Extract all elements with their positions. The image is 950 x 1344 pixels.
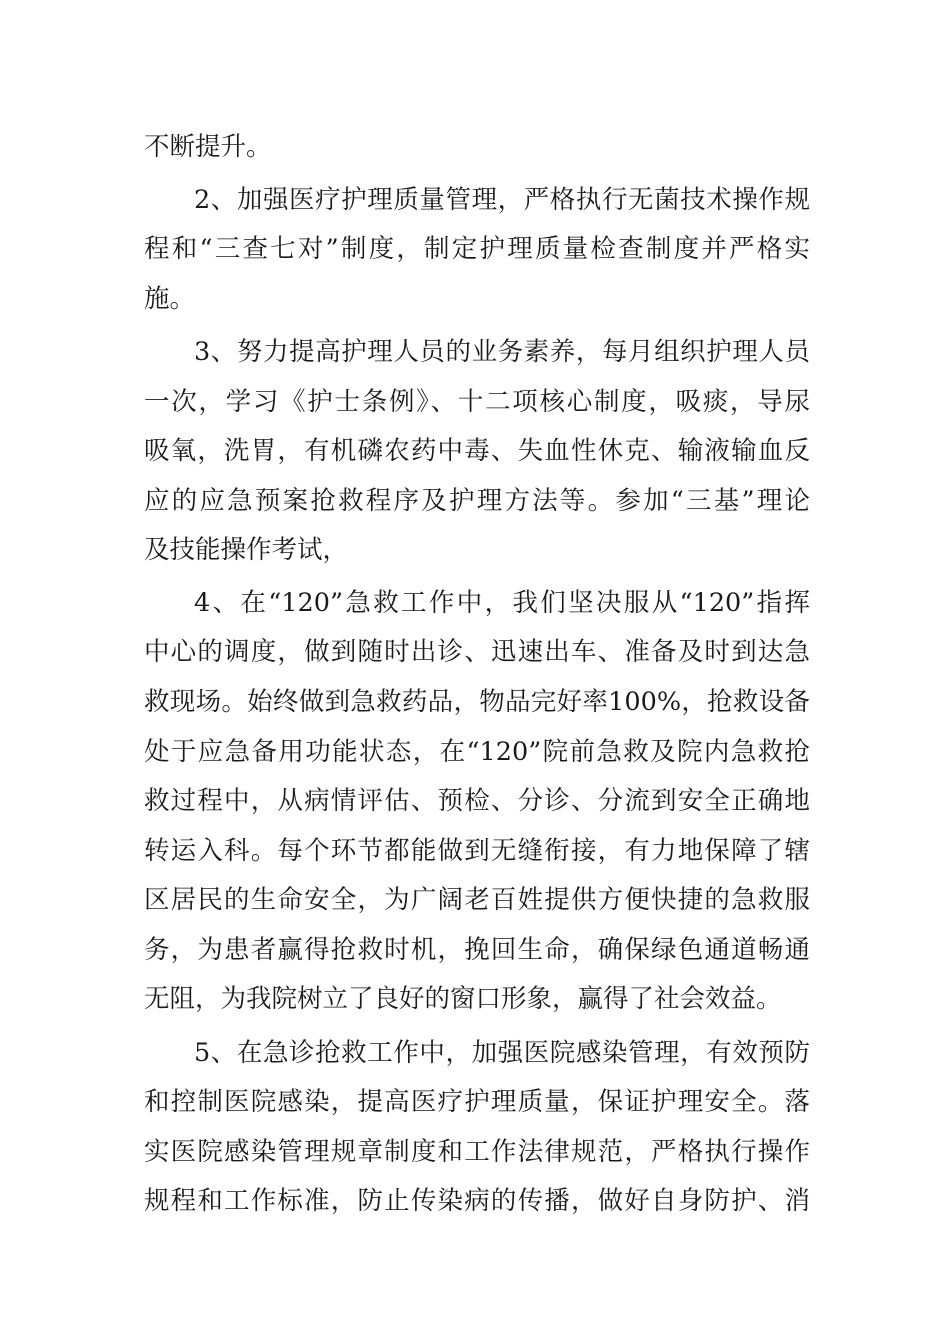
text-line: 处于应急备用功能状态，在“120”院前急救及院内急救抢 bbox=[144, 737, 810, 767]
text-line: 规程和工作标准，防止传染病的传播，做好自身防护、消 bbox=[144, 1186, 810, 1216]
text-line: 2、加强医疗护理质量管理，严格执行无菌技术操作规 bbox=[194, 185, 810, 215]
text-line: 应的应急预案抢救程序及护理方法等。参加“三基”理论 bbox=[144, 486, 810, 516]
text-line: 不断提升。 bbox=[144, 132, 272, 162]
text-line: 吸氧，洗胃，有机磷农药中毒、失血性休克、输液输血反 bbox=[144, 436, 810, 466]
text-line: 程和“三查七对”制度，制定护理质量检查制度并严格实 bbox=[144, 234, 810, 264]
text-line: 3、努力提高护理人员的业务素养，每月组织护理人员 bbox=[194, 337, 810, 367]
text-line: 务，为患者赢得抢救时机，挽回生命，确保绿色通道畅通 bbox=[144, 935, 810, 965]
text-line: 无阻，为我院树立了良好的窗口形象，赢得了社会效益。 bbox=[144, 984, 782, 1014]
text-line: 和控制医院感染，提高医疗护理质量，保证护理安全。落 bbox=[144, 1087, 810, 1117]
text-line: 4、在“120”急救工作中，我们坚决服从“120”指挥 bbox=[194, 588, 810, 618]
text-line: 转运入科。每个环节都能做到无缝衔接，有力地保障了辖 bbox=[144, 836, 810, 866]
text-line: 及技能操作考试， bbox=[144, 535, 349, 565]
text-line: 实医院感染管理规章制度和工作法律规范，严格执行操作 bbox=[144, 1137, 810, 1167]
text-line: 施。 bbox=[144, 284, 196, 314]
text-line: 一次，学习《护士条例》、十二项核心制度，吸痰，导尿 bbox=[144, 387, 810, 417]
text-line: 5、在急诊抢救工作中，加强医院感染管理，有效预防 bbox=[194, 1038, 810, 1068]
text-line: 救现场。始终做到急救药品，物品完好率100%，抢救设备 bbox=[144, 687, 810, 717]
text-line: 中心的调度，做到随时出诊、迅速出车、准备及时到达急 bbox=[144, 637, 810, 667]
text-line: 区居民的生命安全，为广阔老百姓提供方便快捷的急救服 bbox=[144, 885, 810, 915]
text-line: 救过程中，从病情评估、预检、分诊、分流到安全正确地 bbox=[144, 786, 810, 816]
